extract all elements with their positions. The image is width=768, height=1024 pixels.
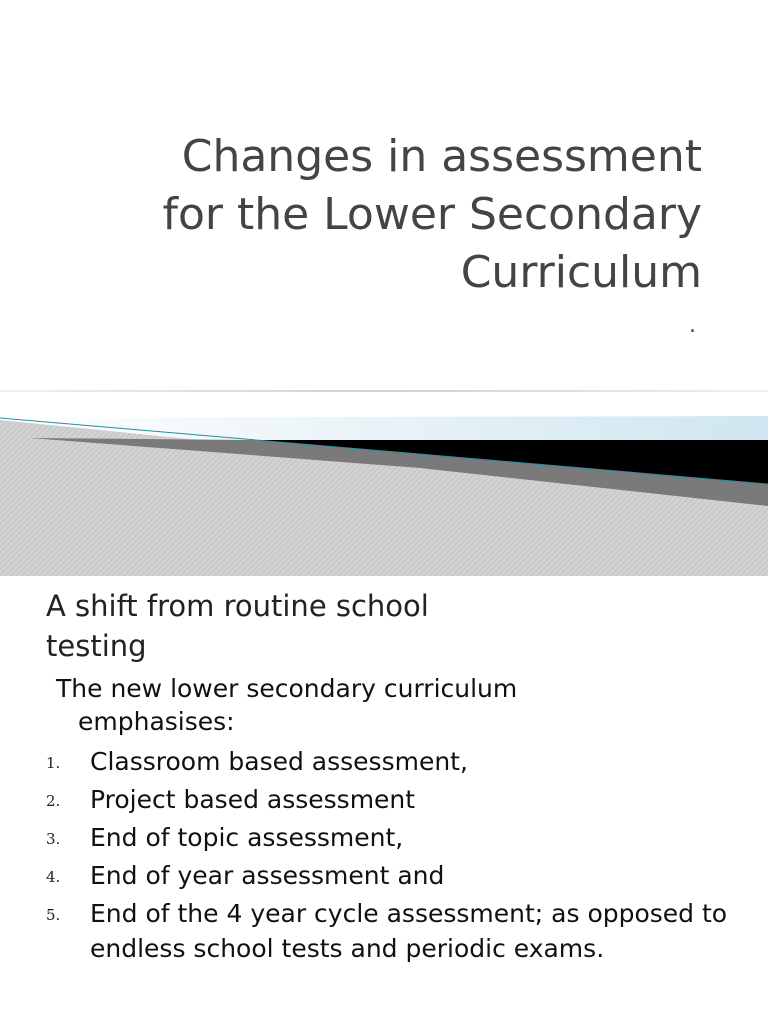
intro-text: The new lower secondary curriculum emphasises: xyxy=(56,674,518,736)
slide-title-line: Curriculum xyxy=(460,247,702,298)
list-item-text: End of the 4 year cycle assessment; as opposed to endless school tests and periodic exams. xyxy=(90,899,728,963)
content-slide xyxy=(0,576,768,1024)
list-number: 3. xyxy=(46,830,61,848)
slide-heading-line: testing xyxy=(46,629,147,663)
list-number: 5. xyxy=(46,906,61,924)
list-item xyxy=(46,896,736,966)
slide-subtitle: . xyxy=(689,313,696,338)
list-item xyxy=(46,744,736,779)
slide-title-line: Changes in assessment xyxy=(181,131,702,182)
list-item xyxy=(46,820,736,855)
slide-heading-line: A shift from routine school xyxy=(46,589,429,623)
list-item-text: Project based assessment xyxy=(90,785,416,814)
assessment-list xyxy=(46,744,736,969)
slide-title-line: for the Lower Secondary xyxy=(162,189,702,240)
list-item-text: End of topic assessment, xyxy=(90,823,404,852)
list-item xyxy=(46,858,736,893)
slide-heading xyxy=(46,586,606,666)
list-item-text: Classroom based assessment, xyxy=(90,747,468,776)
list-item-text: End of year assessment and xyxy=(90,861,445,890)
band-top-line xyxy=(0,390,768,392)
slide-title xyxy=(62,128,702,302)
list-number: 4. xyxy=(46,868,61,886)
decorative-wave-band xyxy=(0,388,768,576)
list-item xyxy=(46,782,736,817)
list-number: 2. xyxy=(46,792,61,810)
list-number: 1. xyxy=(46,754,61,772)
